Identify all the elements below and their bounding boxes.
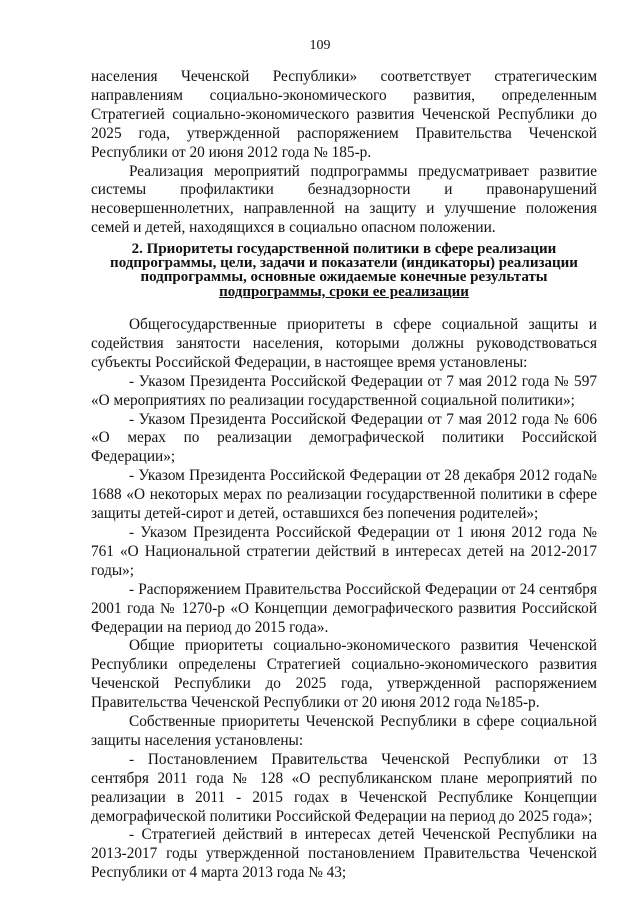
section-heading (91, 242, 597, 299)
section-heading-line: подпрограммы, основные ожидаемые конечные результаты (140, 269, 548, 286)
section-heading-line: подпрограммы, сроки ее реализации (219, 283, 469, 300)
list-item: - Стратегией действий в интересах детей Чеченской Республики на 2013-2017 годы утвержденной постановлением Правительства Чеченской Республики от 4 марта 2013 года № 43; (91, 826, 597, 882)
intro-paragraph: Реализация мероприятий подпрограммы предусматривает развитие системы профилактики безнадзорности и правонарушений несовершеннолетних, направленной на защиту и улучшение положения семей и детей, находящихся в социально опасном положении. (91, 162, 597, 237)
body-paragraph: Собственные приоритеты Чеченской Республики в сфере социальной защиты населения установлены: (91, 713, 597, 749)
intro-block (91, 68, 597, 238)
page-number: 109 (309, 38, 331, 53)
section-heading-line: 2. Приоритеты государственной политики в сфере реализации (131, 241, 557, 257)
section-heading-line: подпрограммы, цели, задачи и показатели (индикаторы) реализации (110, 255, 578, 272)
intro-paragraph: населения Чеченской Республики» соответствует стратегическим направлениям социально-экономического развития, определенным Стратегией социально-экономического развития Чеченской Республики до 2025 года, утвержденной распоряжением Правительства Чеченской Республики от 20 июня 2012 года № 185-р. (91, 68, 597, 161)
list-item: - Указом Президента Российской Федерации от 28 декабря 2012 года№ 1688 «О некоторых мерах по реализации государственной политики в сфере защиты детей-сирот и детей, оставшихся без попечения родителей»; (91, 467, 597, 523)
list-item: - Указом Президента Российской Федерации от 7 мая 2012 года № 597 «О мероприятиях по реализации государственной социальной политики»; (91, 372, 597, 409)
list-item: - Указом Президента Российской Федерации от 7 мая 2012 года № 606 «О мерах по реализации демографической политики Российской Федерации»; (91, 410, 597, 466)
list-item: - Указом Президента Российской Федерации от 1 июня 2012 года № 761 «О Национальной стратегии действий в интересах детей на 2012-2017 годы»; (91, 523, 597, 579)
list-item: - Распоряжением Правительства Российской Федерации от 24 сентября 2001 года № 1270-р «О Концепции демографического развития Российской Федерации на период до 2015 года». (91, 580, 597, 636)
list-item: - Постановлением Правительства Чеченской Республики от 13 сентября 2011 года № 128 «О республиканском плане мероприятий по реализации в 2011 - 2015 годах в Чеченской Республике Концепции демографической политики Российской Федерации на период до 2025 года»; (91, 750, 597, 825)
body-paragraph: Общегосударственные приоритеты в сфере социальной защиты и содействия занятости населения, которыми должны руководствоваться субъекты Российской Федерации, в настоящее время установлены: (91, 316, 597, 371)
body-paragraph: Общие приоритеты социально-экономического развития Чеченской Республики определены Стратегией социально-экономического развития Чеченской Республики до 2025 года, утвержденной распоряжением Правительства Чеченской Республики от 20 июня 2012 года №185-р. (91, 637, 597, 712)
section-body (91, 316, 597, 883)
